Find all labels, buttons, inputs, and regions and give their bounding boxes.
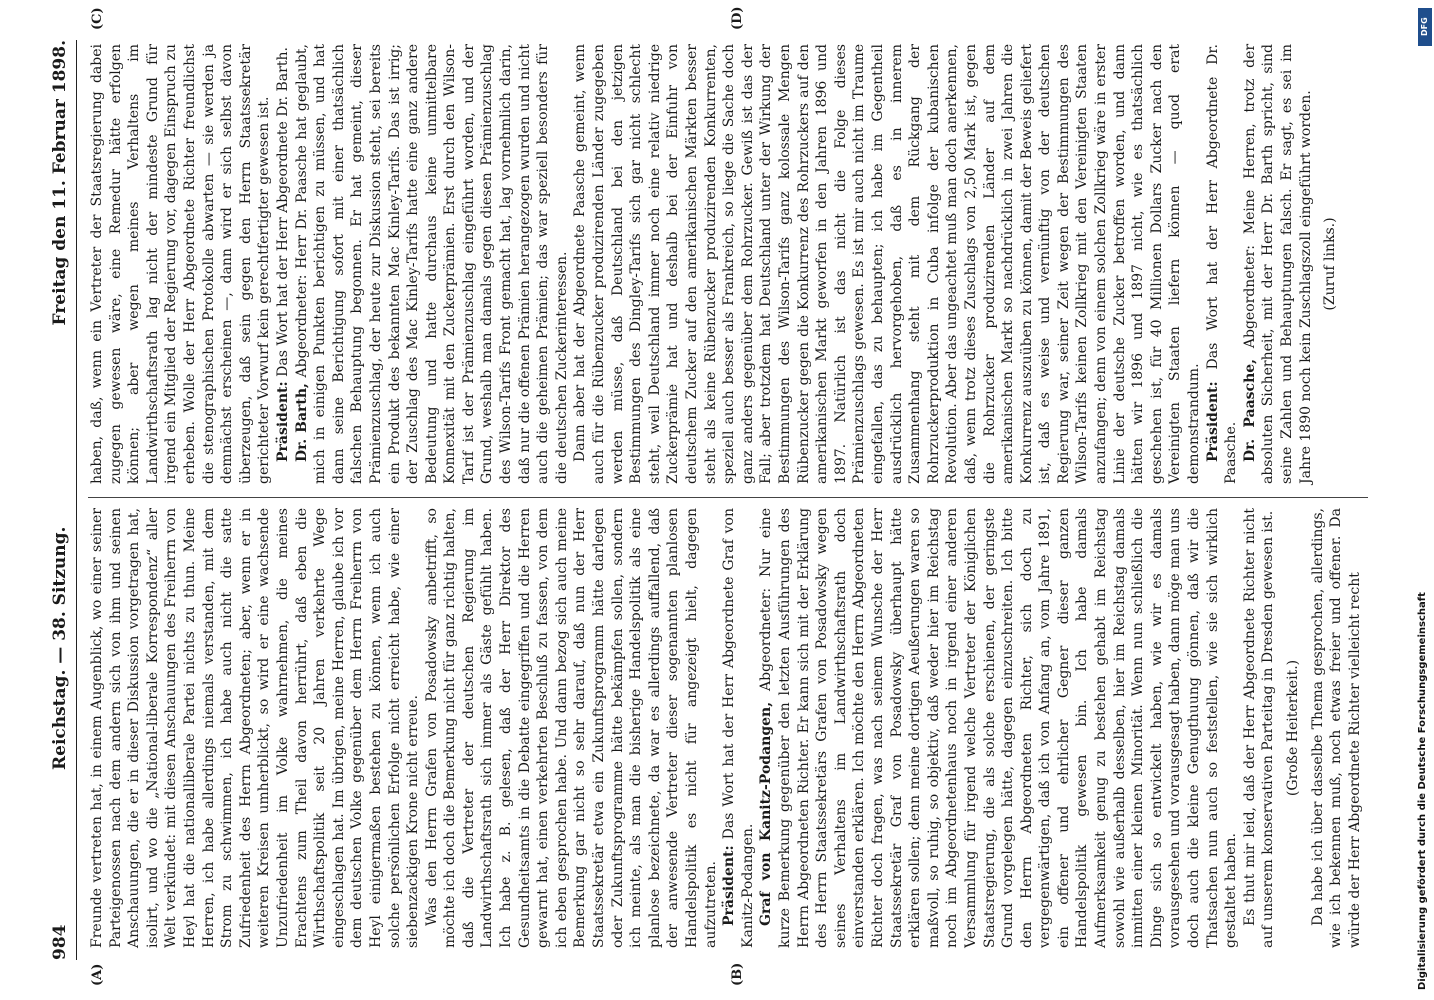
paragraph: Freunde vertreten hat, in einem Augenblick, wo einer seiner Parteigenossen nach dem andern sich von ihm und seinen Anschauungen, die er in dieser Diskussion vorgetragen hat, isolirt, und wo die „National-liberale Korrespondenz“ aller Welt verkündet: mit diesen Anschauungen des Freiherrn von Heyl hat die nationalliberale Partei nichts zu thun. Meine Herren, ich habe allerdings niemals verstanden, mit dem Strom zu schwimmen, ich habe auch nicht die satte Zufriedenheit des Herrn Abgeordneten; aber, wenn er in weiteren Kreisen umherblickt, so wird er eine wachsende Unzufriedenheit im Volke wahrnehmen, die meines Erachtens zum Theil davon herrührt, daß eben die Wirthschaftspolitik seit 20 Jahren verkehrte Wege eingeschlagen hat. Im übrigen, meine Herren, glaube ich vor dem deutschen Volke gegenüber dem Herrn Freiherrn von Heyl einigermaßen bestehen zu können, wenn ich auch solche persönlichen Erfolge nicht erreicht habe, wie einer siebenzackigen Krone nicht erreue. [89, 508, 422, 948]
session-date: Freitag den 11. Februar 1898. [50, 40, 70, 326]
column-divider [88, 497, 1368, 498]
speech-text: Das Wort hat der Herr Abgeordnete Dr. Paasche. [1204, 44, 1240, 484]
speech-text: Das Wort hat der Herr Abgeordnete Graf von Kanitz-Podangen. [721, 508, 756, 948]
paragraph [293, 44, 572, 484]
paragraph: Da habe ich über dasselbe Thema gesprochen, allerdings, wie ich bekennen muß, noch etwas freier und offener. Da würde der Herr Abgeordnete Richter vielleicht recht [1309, 508, 1363, 948]
page-number: 984 [50, 924, 70, 960]
paragraph [1204, 44, 1241, 484]
interjection: (Große Heiterkeit.) [1285, 659, 1301, 797]
paragraph [720, 508, 757, 948]
left-column [88, 508, 1364, 948]
margin-letter-c: (C) [90, 7, 105, 30]
paragraph: haben, daß, wenn ein Vertreter der Staatsregierung dabei zugegen gewesen wäre, eine Remedur hätte erfolgen können; aber wegen meines Verhaltens im Landwirthschaftsrath lag nicht der mindeste Grund für irgend ein Mitglied der Regierung vor, dagegen Einspruch zu erheben. Wolle der Herr Abgeordnete Richter freundlichst die stenographischen Protokolle abwarten — sie werden ja demnächst erscheinen —, dann wird er sich selbst davon überzeugen, daß sein gegen den Herrn Staatssekretär gerichteter Vorwurf kein gerechtfertigter gewesen ist. [89, 44, 273, 484]
paragraph: Was den Herrn Grafen von Posadowsky anbetrifft, so möchte ich doch die Bemerkung nicht für ganz richtig halten, daß die Vertreter der deutschen Regierung im Landwirthschaftsrath sich immer als Gäste gefühlt haben. Ich habe z. B. gelesen, daß der Herr Direktor des Gesundheitsamts in die Debatte eingegriffen und die Herren gewarnt hat, einen verkehrten Beschluß zu fassen, von dem ich eben gesprochen habe. Und dann bezog sich auch meine Bemerkung gar nicht so sehr darauf, daß nun der Herr Staatssekretär etwa ein Zukunftsprogramm hätte darlegen oder Zukunftsprogramme hätte bekämpfen sollen, sondern ich meinte, als man die bisherige Handelspolitik als eine planlose bezeichnete, da war es allerdings auffallend, daß der anwesende Vertreter dieser sogenannten planlosen Handelspolitik es nicht für angezeigt hielt, dagegen aufzutreten. [423, 508, 719, 948]
margin-letter-d: (D) [730, 6, 745, 30]
speech-text: Das Wort hat der Herr Abgeordnete Dr. Barth. [274, 47, 291, 377]
right-column [88, 44, 1346, 484]
speaker-name: Präsident: [721, 845, 738, 926]
speaker-name: Dr. Barth, [293, 383, 310, 462]
session-title: Reichstag. — 38. Sitzung. [50, 526, 70, 770]
speaker-name: Präsident: [1204, 381, 1221, 462]
dfg-logo: DFG [1418, 8, 1432, 46]
speaker-name: Graf von Kanitz-Podangen, [758, 701, 775, 926]
paragraph [757, 508, 1240, 948]
running-head [40, 40, 77, 960]
speech-text: Abgeordneter: Meine Herren, trotz der absoluten Sicherheit, mit der Herr Dr. Barth spricht, sind seine Zahlen und Behauptungen falsch. Er sagt, es sei im Jahre 1890 noch kein Zuschlagszoll eingeführt worden. [1241, 43, 1314, 484]
interjection: (Zuruf links.) [1322, 217, 1339, 311]
paragraph: Dann aber hat der Abgeordnete Paasche gemeint, wenn auch für die Rübenzucker produzirenden Länder zugegeben werden müsse, daß Deutschland bei den jetzigen Bestimmungen des Dingley-Tarifs sich gar nicht schlecht steht, weil Deutschland immer noch eine relativ niedrige Zuckerprämie hat und deshalb bei der Einfuhr von deutschem Zucker auf den amerikanischen Märkten besser steht als keine Rübenzucker produzirenden Konkurrenten, speziell auch besser als Frankreich, so liege die Sache doch ganz anders gegenüber dem Rohrzucker. Gewiß ist das der Fall; aber trotzdem hat Deutschland unter der Wirkung der Bestimmungen des Wilson-Tarifs ganz kolossale Mengen Rübenzucker gegen die Konkurrenz des Rohrzuckers auf den amerikanischen Markt geworfen in den Jahren 1896 und 1897. Natürlich ist das nicht die Folge dieses Prämienzuschlags gewesen. Es ist mir auch nicht im Traume eingefallen, das zu behaupten; ich habe im Gegentheil ausdrücklich hervorgehoben, daß es in innerem Zusammenhang steht mit dem Rückgang der Rohrzuckerproduktion in Cuba infolge der kubanischen Revolution. Aber das ungeachtet muß man doch anerkennen, daß, wenn trotz dieses Zuschlags von 2,50 Mark ist, gegen die Rohrzucker produzirenden Länder auf dem amerikanischen Markt so nachdrücklich in zwei Jahren die Konkurrenz auszuüben zu können, damit der Beweis geliefert ist, daß es weise und vernünftig von der deutschen Regierung war, seiner Zeit wegen der Bestimmungen des Wilson-Tarifs keinen Zollkrieg mit den Vereinigten Staaten anzufangen; denn von einem solchen Zollkrieg wäre in erster Linie der deutsche Zucker betroffen worden, und dann hätten wir 1896 und 1897 nicht, wie es thatsächlich geschehen ist, für 40 Millionen Dollars Zucker nach den Vereinigten Staaten liefern können — quod erat demonstrandum. [572, 44, 1203, 484]
speech-text: Abgeordneter: Herr Dr. Paasche hat geglaubt, mich in einigen Punkten berichtigen zu müssen, und hat dann seine Berichtigung sofort mit einer thatsächlich falschen Behauptung begonnen. Er hat gemeint, dieser Prämienzuschlag, der heute zur Diskussion steht, sei bereits ein Produkt des bekannten Mac Kinley-Tarifs. Das ist irrig; der Zuschlag des Mac Kinley-Tarifs hatte eine ganz andere Bedeutung und hatte durchaus keine unmittelbare Konnexität mit den Zuckerprämien. Erst durch den Wilson-Tarif ist der Prämienzuschlag eingeführt worden, und der Grund, weshalb man damals gegen diesen Prämienzuschlag des Wilson-Tarifs Front gemacht hat, lag vornehmlich darin, daß nur die offenen Prämien herangezogen wurden und nicht auch die geheimen Prämien; das war speziell besonders für die deutschen Zuckerinteressen. [293, 43, 570, 484]
margin-letter-a: (A) [90, 963, 105, 986]
speaker-name: Dr. Paasche, [1241, 358, 1258, 462]
speaker-name: Präsident: [274, 381, 291, 462]
paragraph [274, 44, 293, 484]
paragraph: Es thut mir leid, daß der Herr Abgeordnete Richter nicht auf unserem konservativen Parteitag in Dresden gewesen ist. [1241, 508, 1277, 948]
speech-text: Abgeordneter: Nur eine kurze Bemerkung gegenüber den letzten Ausführungen des Herrn Abgeordneten Richter. Er kann sich mit der Erklärung des Herrn Staatssekretärs Grafen von Posadowsky wegen seines Verhaltens im Landwirthschaftsrath doch einverstanden erklären. Ich möchte den Herrn Abgeordneten Richter doch fragen, was nach seinem Wunsche der Herr Staatssekretär Graf von Posadowsky überhaupt hätte erklären sollen; denn meine dortigen Aeußerungen waren so maßvoll, so ruhig, so objektiv, daß weder hier im Reichstag noch im Abgeordnetenhaus noch in irgend einer anderen Versammlung für irgend welche Vertreter der Königlichen Staatsregierung, die als solche erschienen, der geringste Grund vorgelegen hätte, dagegen einzuschreiten. Ich bitte den Herrn Abgeordneten Richter, sich doch zu vergegenwärtigen, daß ich von Anfang an, vom Jahre 1891, ein offener und ehrlicher Gegner dieser ganzen Handelspolitik gewesen bin. Ich habe damals Aufmerksamkeit genug zu bestehen gehabt im Reichstag sowohl wie außerhalb desselben, hier im Reichstag damals inmitten einer kleinen Minorität. Wenn nun schließlich die Dinge sich so entwickelt haben, wie wir es damals vorausgesehen und vorausgesagt haben, dann möge man uns doch auch die kleine Genugthuung gönnen, daß wir die Thatsachen nun auch so feststellen, wie sie sich wirklich gestaltet haben. [758, 507, 1240, 948]
digitization-credit: Digitalisierung gefördert durch die Deutsche Forschungsgemeinschaft [1417, 592, 1428, 990]
margin-letter-b: (B) [730, 962, 745, 986]
paragraph [1241, 44, 1315, 484]
